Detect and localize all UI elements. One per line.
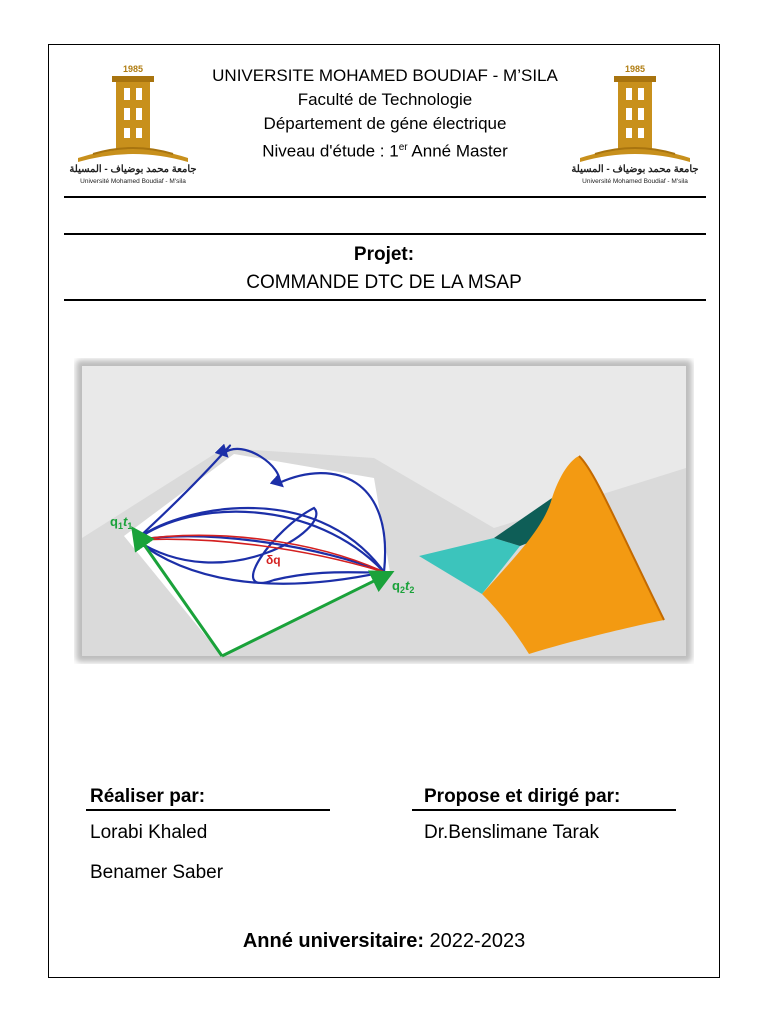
- project-title: COMMANDE DTC DE LA MSAP: [246, 272, 522, 293]
- project-top-rule: [64, 233, 706, 235]
- supervisor-underline: [412, 809, 676, 811]
- logo-latin-name: Université Mohamed Boudiaf - M'sila: [80, 178, 186, 185]
- authors-underline: [86, 809, 330, 811]
- header-divider: [64, 196, 706, 198]
- logo-arabic-name: جامعة محمد بوضياف - المسيلة: [69, 164, 197, 175]
- project-bottom-rule: [64, 299, 706, 301]
- faculty-name: Faculté de Technologie: [297, 90, 473, 109]
- logo-year: 1985: [624, 64, 646, 74]
- study-level: Niveau d'étude : 1er Anné Master: [262, 141, 508, 161]
- author-name-2: Benamer Saber: [90, 862, 224, 883]
- start-point-label: $q_1t_1$: [110, 514, 133, 531]
- university-name: UNIVERSITE MOHAMED BOUDIAF - M’SILA: [212, 66, 558, 85]
- supervisor-name: Dr.Benslimane Tarak: [424, 822, 599, 843]
- logo-arabic-name: جامعة محمد بوضياف - المسيلة: [571, 164, 699, 175]
- end-point-label: $q_2t_2$: [392, 578, 415, 595]
- department-name: Département de géne électrique: [263, 114, 507, 133]
- authors-heading: Réaliser par:: [90, 786, 206, 807]
- academic-year: Anné universitaire: 2022-2023: [242, 930, 526, 952]
- project-label: Projet:: [353, 244, 415, 265]
- cover-illustration: [74, 358, 694, 664]
- logo-year: 1985: [122, 64, 144, 74]
- delta-label: δq: [266, 553, 281, 567]
- logo-latin-name: Université Mohamed Boudiaf - M'sila: [582, 178, 688, 185]
- author-name-1: Lorabi Khaled: [90, 822, 208, 843]
- institution-header: [180, 64, 590, 164]
- supervisor-heading: Propose et dirigé par:: [424, 786, 621, 807]
